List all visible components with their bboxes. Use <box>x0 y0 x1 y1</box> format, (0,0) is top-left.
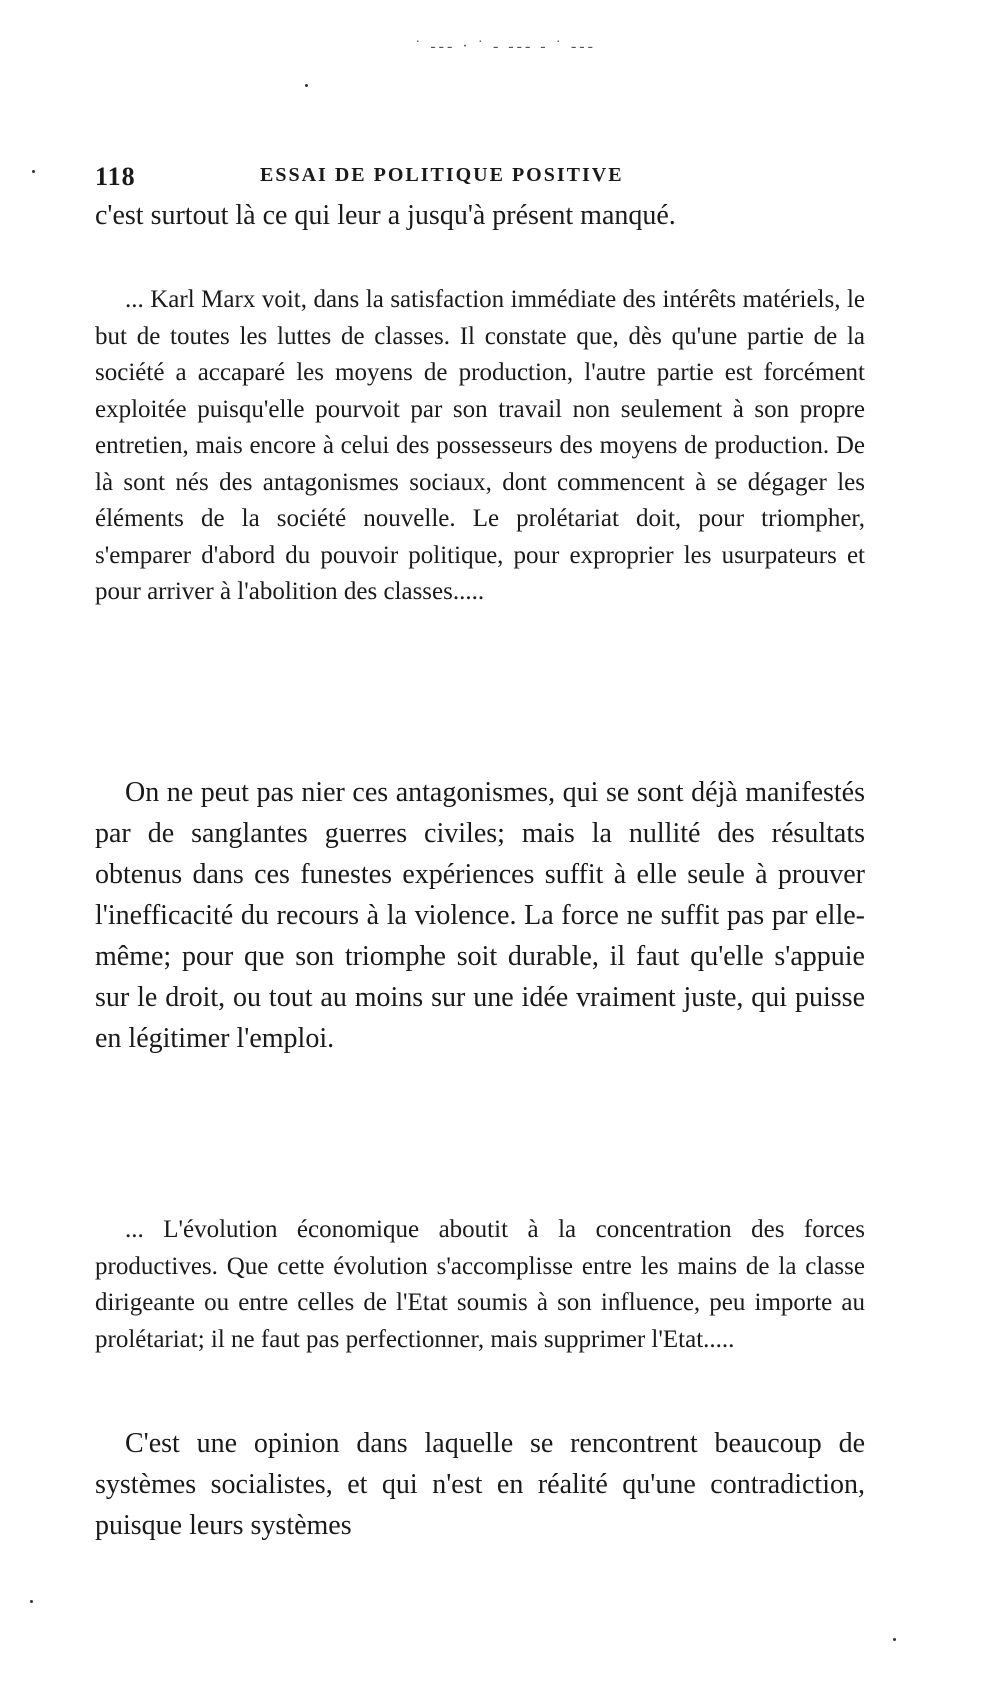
scan-artifact-top: ˙ ‐‐‐ · ˙ ‐ ‐‐‐ ‐ ˙ ‐‐‐ <box>415 38 596 55</box>
paragraph-opinion: C'est une opinion dans laquelle se rencontrent beaucoup de systèmes socialistes, et qui n'est en réalité qu'une contradiction, puisque leurs systèmes <box>95 1428 865 1541</box>
paragraph-continuation: c'est surtout là ce qui leur a jusqu'à présent manqué. <box>95 200 676 231</box>
quote-marx: ... Karl Marx voit, dans la satisfaction immédiate des intérêts matériels, le but de toutes les luttes de classes. Il constate que, dès qu'une partie de la société a accaparé les moyens de production, l'autre partie est forcément exploitée puisqu'elle pourvoit par son travail non seulement à son propre entretien, mais encore à celui des possesseurs des moyens de production. De là sont nés des antagonismes sociaux, dont commencent à se dégager les éléments de la société nouvelle. Le prolétariat doit, pour triompher, s'emparer d'abord du pouvoir politique, pour exproprier les usurpateurs et pour arriver à l'abolition des classes..... <box>95 286 865 605</box>
scan-speck <box>32 170 35 173</box>
paragraph-antagonismes: On ne peut pas nier ces antagonismes, qui se sont déjà manifestés par de sanglantes guerres civiles; mais la nullité des résultats obtenus dans ces funestes expériences suffit à elle seule à prouver l'inefficacité du recours à la violence. La force ne suffit pas par elle-même; pour que son triomphe soit durable, il faut qu'elle s'appuie sur le droit, ou tout au moins sur une idée vraiment juste, qui puisse en légitimer l'emploi. <box>95 777 865 1054</box>
quote-evolution: ... L'évolution économique aboutit à la concentration des forces productives. Que cette évolution s'accomplisse entre les mains de la classe dirigeante ou entre celles de l'Etat soumis à son influence, peu importe au prolétariat; il ne faut pas perfectionner, mais supprimer l'Etat..... <box>95 1216 865 1353</box>
page-number: 118 <box>95 162 136 191</box>
scan-speck <box>30 1600 33 1603</box>
page-header <box>95 162 725 192</box>
scan-speck <box>305 84 308 87</box>
running-head: ESSAI DE POLITIQUE POSITIVE <box>260 164 624 186</box>
scan-speck <box>893 1638 896 1641</box>
